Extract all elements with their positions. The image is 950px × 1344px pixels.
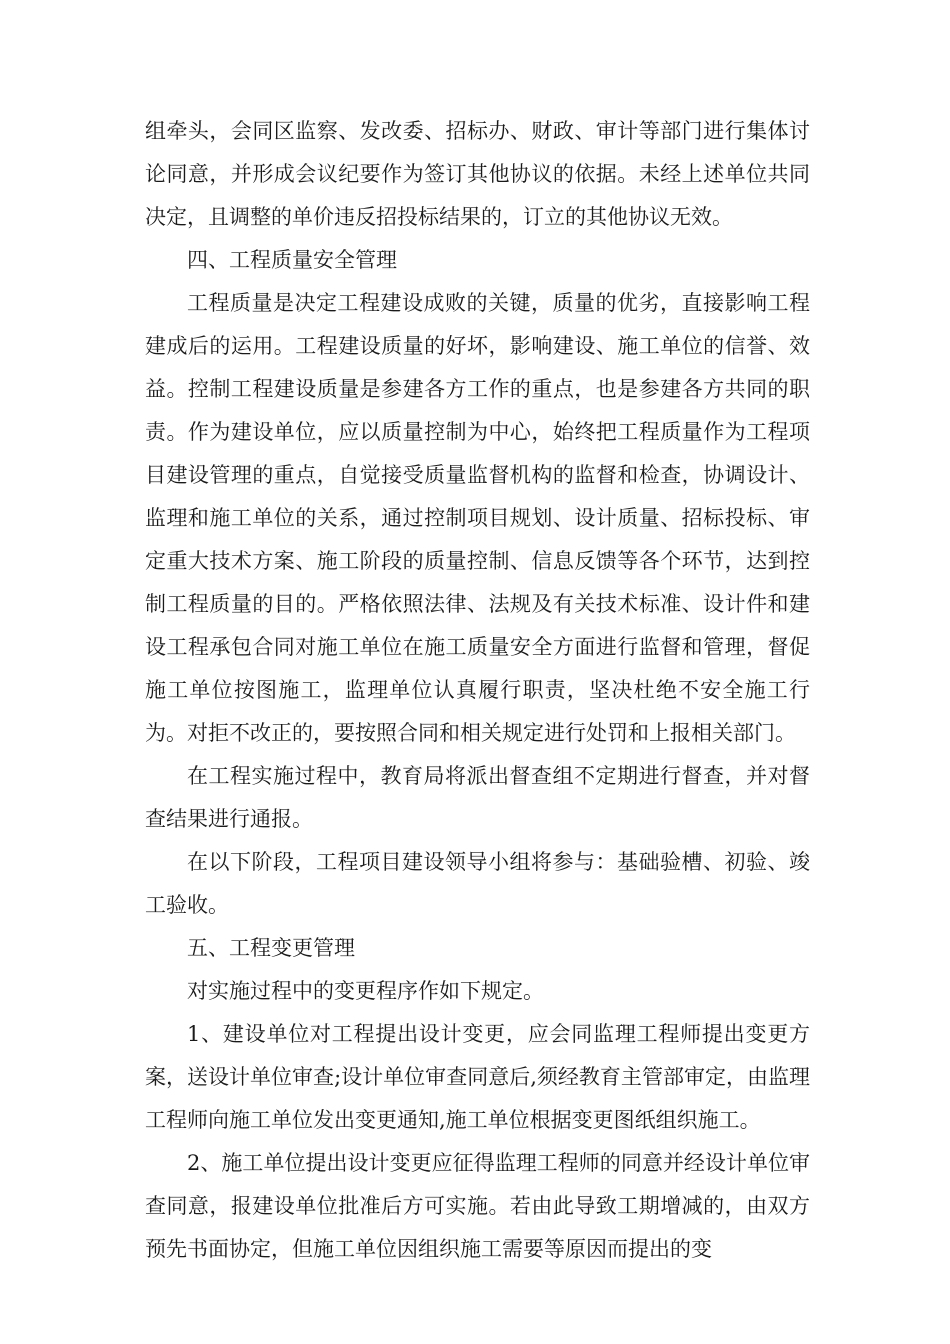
list-item-change-1: 1、建设单位对工程提出设计变更，应会同监理工程师提出变更方案，送设计单位审查;设计单位审查同意后,须经教育主管部审定，由监理工程师向施工单位发出变更通知,施工单位根据变更图纸组织施工。 [145, 1022, 810, 1132]
section-heading-quality-safety: 四、工程质量安全管理 [187, 248, 397, 272]
paragraph-inspection: 在工程实施过程中，教育局将派出督查组不定期进行督查，并对督查结果进行通报。 [145, 764, 810, 831]
paragraph-stages: 在以下阶段，工程项目建设领导小组将参与：基础验槽、初验、竣工验收。 [145, 850, 810, 917]
section-heading-change-management: 五、工程变更管理 [187, 936, 355, 960]
paragraph-change-intro: 对实施过程中的变更程序作如下规定。 [187, 979, 544, 1003]
document-body [145, 110, 810, 1271]
paragraph-continuation: 组牵头，会同区监察、发改委、招标办、财政、审计等部门进行集体讨论同意，并形成会议纪要作为签订其他协议的依据。未经上述单位共同决定，且调整的单价违反招投标结果的，订立的其他协议无效。 [145, 119, 810, 229]
paragraph-quality: 工程质量是决定工程建设成败的关键，质量的优劣，直接影响工程建成后的运用。工程建设质量的好坏，影响建设、施工单位的信誉、效益。控制工程建设质量是参建各方工作的重点，也是参建各方共同的职责。作为建设单位，应以质量控制为中心，始终把工程质量作为工程项目建设管理的重点，自觉接受质量监督机构的监督和检查，协调设计、监理和施工单位的关系，通过控制项目规划、设计质量、招标投标、审定重大技术方案、施工阶段的质量控制、信息反馈等各个环节，达到控制工程质量的目的。严格依照法律、法规及有关技术标准、设计件和建设工程承包合同对施工单位在施工质量安全方面进行监督和管理，督促施工单位按图施工，监理单位认真履行职责，坚决杜绝不安全施工行为。对拒不改正的，要按照合同和相关规定进行处罚和上报相关部门。 [145, 291, 810, 745]
list-item-change-2: 2、施工单位提出设计变更应征得监理工程师的同意并经设计单位审查同意，报建设单位批准后方可实施。若由此导致工期增减的，由双方预先书面协定，但施工单位因组织施工需要等原因而提出的变 [145, 1151, 810, 1261]
